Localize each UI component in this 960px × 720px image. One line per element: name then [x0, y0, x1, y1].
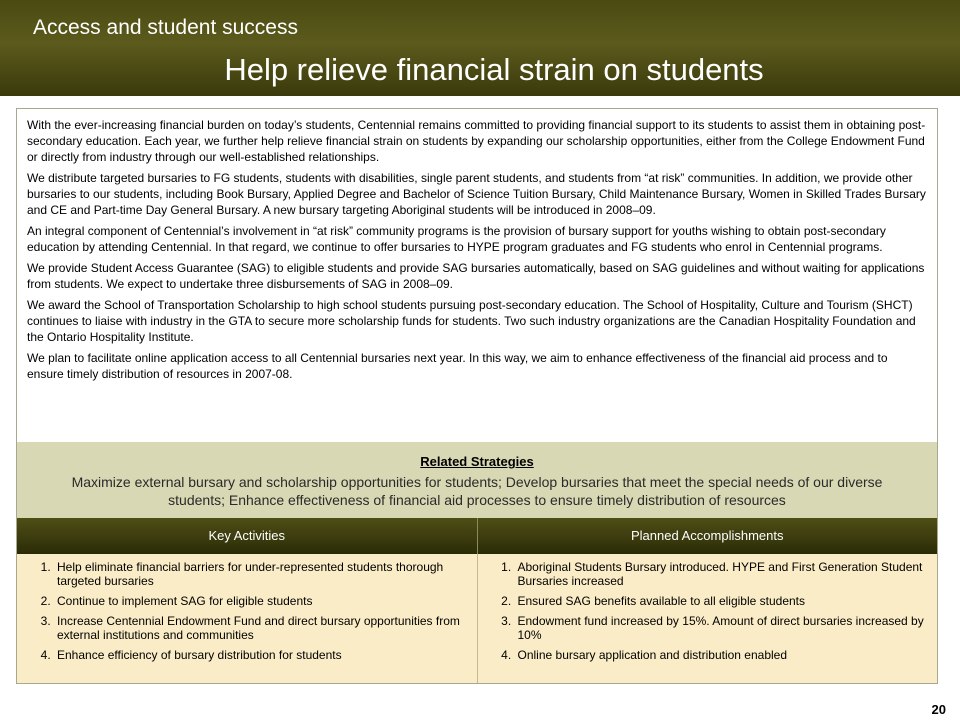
- strategies-text: Maximize external bursary and scholarship opportunities for students; Develop bursaries that meet the special needs of our diverse students; Enhance effectiveness of financial aid processes to ensure timely distribution of resources: [71, 474, 883, 508]
- paragraph: We plan to facilitate online application access to all Centennial bursaries next year. In this way, we aim to enhance effectiveness of the financial aid process and to ensure timely distribution of resources in 2007-08.: [27, 351, 888, 381]
- page-title: Help relieve financial strain on students: [224, 52, 764, 87]
- related-strategies: [17, 442, 937, 524]
- planned-accomplishments-column: [478, 554, 938, 683]
- paragraph: We provide Student Access Guarantee (SAG) to eligible students and provide SAG bursaries automatically, based on SAG guidelines and without waiting for applications from students. We expect to undertake three disbursements of SAG in 2008–09.: [27, 261, 925, 291]
- key-activities-column: [17, 554, 478, 683]
- list-item: 2. Continue to implement SAG for eligible students: [54, 594, 469, 608]
- content-frame: [16, 108, 938, 684]
- paragraph: An integral component of Centennial’s involvement in “at risk” community programs is the provision of bursary support for youths wishing to obtain post-secondary education by attending Centennial. In that regard, we continue to offer bursaries to HYPE program graduates and FG students who enrol in Centennial programs.: [27, 224, 886, 254]
- header-banner: [0, 0, 960, 96]
- header-planned-accomplishments: Planned Accomplishments: [631, 528, 784, 543]
- section-label: Access and student success: [33, 16, 298, 39]
- table-body: [17, 554, 937, 683]
- strategies-title: Related Strategies: [420, 454, 534, 469]
- list-item: 1. Help eliminate financial barriers for under-represented students thorough targeted bursaries: [54, 560, 469, 588]
- list-item: 4. Enhance efficiency of bursary distribution for students: [54, 648, 469, 662]
- list-item: 2. Ensured SAG benefits available to all eligible students: [515, 594, 930, 608]
- header-key-activities: Key Activities: [17, 518, 478, 554]
- page-number: 20: [931, 702, 946, 717]
- list-item: 4. Online bursary application and distribution enabled: [515, 648, 930, 662]
- list-item: 3. Increase Centennial Endowment Fund and direct bursary opportunities from external institutions and communities: [54, 614, 469, 642]
- body-text: [17, 109, 937, 442]
- list-item: 1. Aboriginal Students Bursary introduced. HYPE and First Generation Student Bursaries increased: [515, 560, 930, 588]
- list-item: 3. Endowment fund increased by 15%. Amount of direct bursaries increased by 10%: [515, 614, 930, 642]
- paragraph: With the ever-increasing financial burden on today’s students, Centennial remains committed to providing financial support to its students to assist them in obtaining post-secondary education. Each year, we further help relieve financial strain on students by expanding our scholarship opportunities, either from the College Endowment Fund or directly from industry through our well-established relationships.: [27, 118, 926, 164]
- paragraph: We distribute targeted bursaries to FG students, students with disabilities, single parent students, and students from “at risk” communities. In addition, we provide other bursaries to our students, including Book Bursary, Applied Degree and Bachelor of Science Tuition Bursary, Child Maintenance Bursary, Women in Skilled Trades Bursary and CE and Part-time Day General Bursary. A new bursary targeting Aboriginal students will be introduced in 2008–09.: [27, 171, 926, 217]
- paragraph: We award the School of Transportation Scholarship to high school students pursuing post-secondary education. The School of Hospitality, Culture and Tourism (SHCT) continues to liaise with industry in the GTA to secure more scholarship funds for students. Two such industry organizations are the Canadian Hospitality Foundation and the Ontario Hospitality Institute.: [27, 298, 916, 344]
- table-header: [17, 518, 937, 554]
